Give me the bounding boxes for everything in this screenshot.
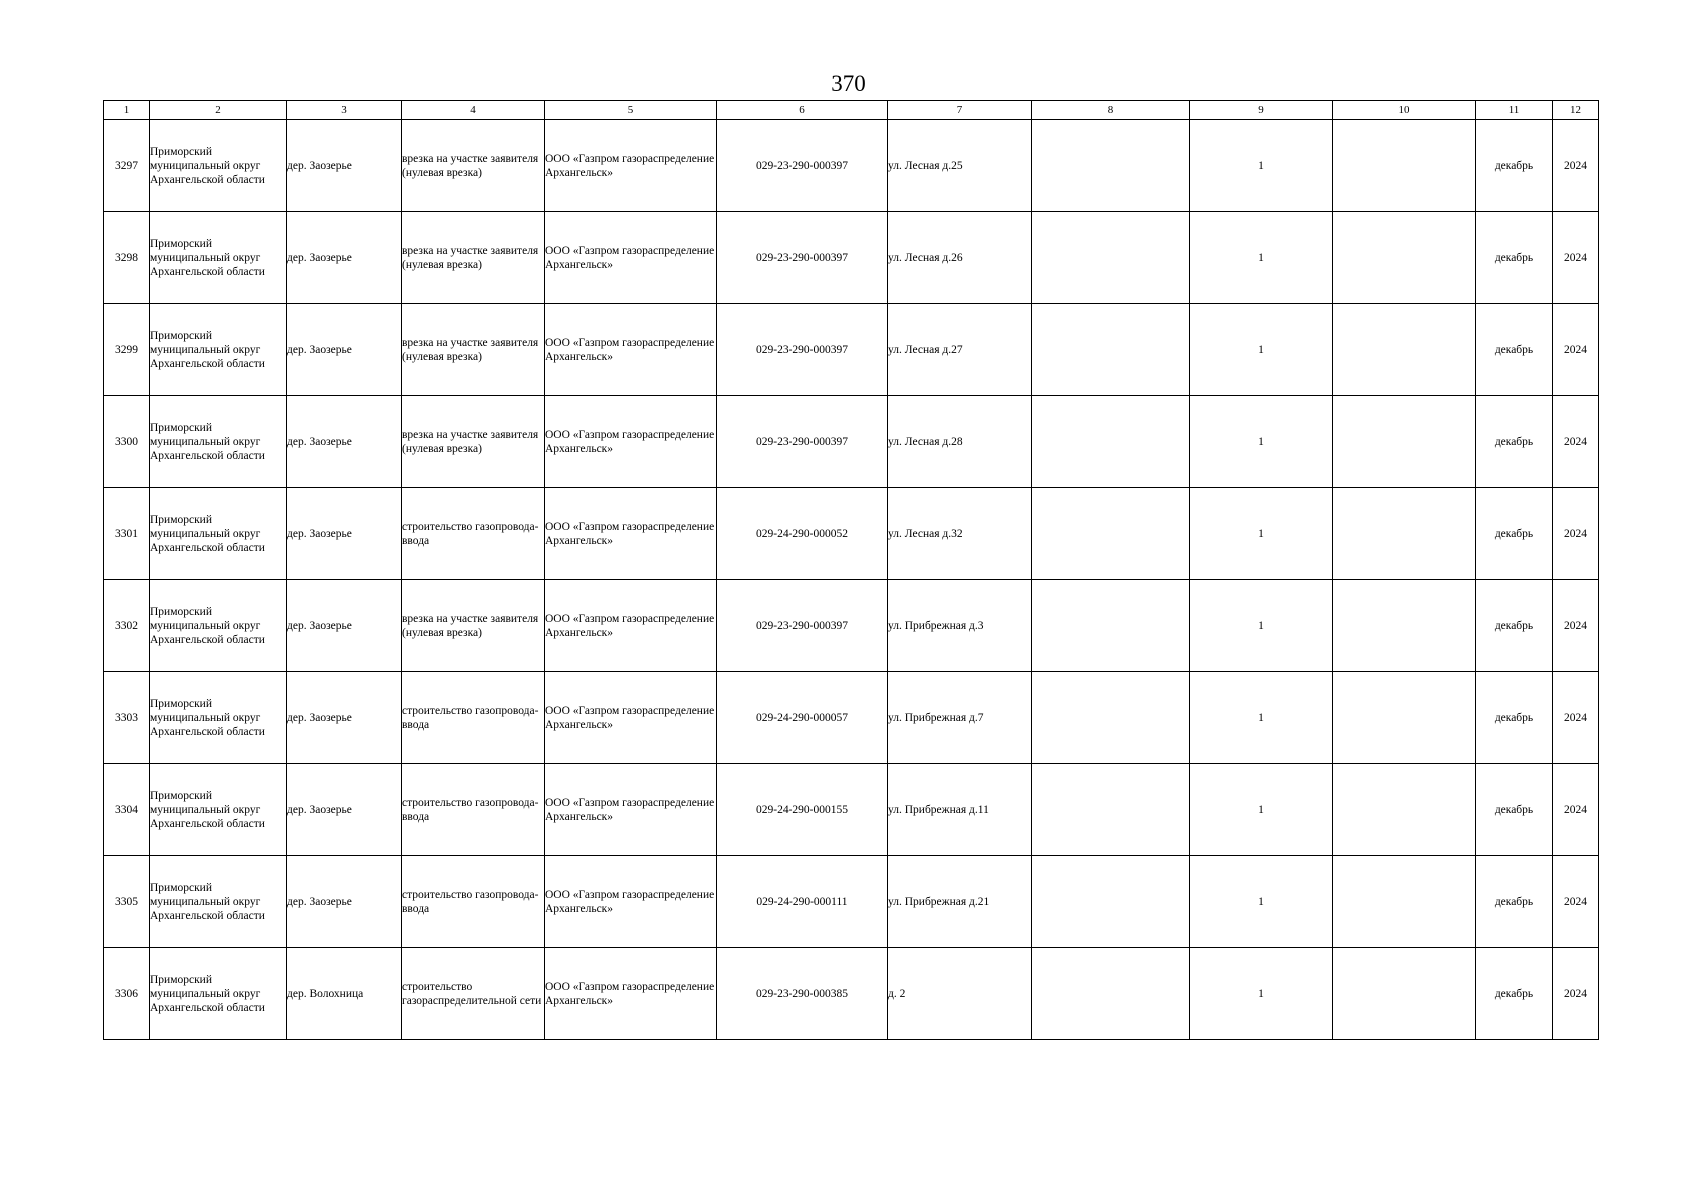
object-code-cell: 029-24-290-000155: [717, 764, 888, 856]
month-cell: декабрь: [1476, 120, 1553, 212]
month-cell: декабрь: [1476, 212, 1553, 304]
column-8-cell: [1032, 120, 1190, 212]
organization-cell: ООО «Газпром газораспределение Архангельск»: [545, 212, 717, 304]
count-cell: 1: [1190, 856, 1333, 948]
table-row: [104, 120, 1599, 212]
page-number: 370: [831, 71, 866, 96]
row-number-cell: 3299: [104, 304, 150, 396]
settlement-cell: дер. Заозерье: [287, 212, 402, 304]
organization-cell: ООО «Газпром газораспределение Архангельск»: [545, 396, 717, 488]
row-number-cell: 3302: [104, 580, 150, 672]
count-cell: 1: [1190, 580, 1333, 672]
column-8-cell: [1032, 396, 1190, 488]
table-row: [104, 212, 1599, 304]
table-row: [104, 948, 1599, 1040]
district-cell: Приморский муниципальный округ Архангельской области: [150, 304, 287, 396]
column-10-cell: [1333, 304, 1476, 396]
row-number-cell: 3303: [104, 672, 150, 764]
address-cell: д. 2: [888, 948, 1032, 1040]
column-10-cell: [1333, 948, 1476, 1040]
organization-cell: ООО «Газпром газораспределение Архангельск»: [545, 488, 717, 580]
work-type-cell: строительство газопровода-ввода: [402, 488, 545, 580]
column-header: 7: [888, 101, 1032, 120]
settlement-cell: дер. Заозерье: [287, 672, 402, 764]
row-number-cell: 3300: [104, 396, 150, 488]
column-10-cell: [1333, 396, 1476, 488]
address-cell: ул. Лесная д.32: [888, 488, 1032, 580]
row-number-cell: 3305: [104, 856, 150, 948]
district-cell: Приморский муниципальный округ Архангельской области: [150, 580, 287, 672]
year-cell: 2024: [1553, 764, 1599, 856]
work-type-cell: врезка на участке заявителя (нулевая врезка): [402, 304, 545, 396]
year-cell: 2024: [1553, 212, 1599, 304]
row-number-cell: 3297: [104, 120, 150, 212]
column-header: 10: [1333, 101, 1476, 120]
column-header: 6: [717, 101, 888, 120]
count-cell: 1: [1190, 120, 1333, 212]
table-row: [104, 764, 1599, 856]
count-cell: 1: [1190, 948, 1333, 1040]
year-cell: 2024: [1553, 396, 1599, 488]
table-body: [104, 120, 1599, 1040]
work-type-cell: врезка на участке заявителя (нулевая врезка): [402, 396, 545, 488]
month-cell: декабрь: [1476, 488, 1553, 580]
organization-cell: ООО «Газпром газораспределение Архангельск»: [545, 672, 717, 764]
column-10-cell: [1333, 580, 1476, 672]
column-10-cell: [1333, 212, 1476, 304]
column-header: 8: [1032, 101, 1190, 120]
count-cell: 1: [1190, 764, 1333, 856]
column-8-cell: [1032, 672, 1190, 764]
column-header: 11: [1476, 101, 1553, 120]
settlement-cell: дер. Волохница: [287, 948, 402, 1040]
row-number-cell: 3298: [104, 212, 150, 304]
register-table: [103, 100, 1599, 1040]
count-cell: 1: [1190, 488, 1333, 580]
settlement-cell: дер. Заозерье: [287, 488, 402, 580]
month-cell: декабрь: [1476, 672, 1553, 764]
count-cell: 1: [1190, 212, 1333, 304]
object-code-cell: 029-24-290-000111: [717, 856, 888, 948]
row-number-cell: 3304: [104, 764, 150, 856]
column-header: 3: [287, 101, 402, 120]
address-cell: ул. Лесная д.28: [888, 396, 1032, 488]
row-number-cell: 3306: [104, 948, 150, 1040]
year-cell: 2024: [1553, 304, 1599, 396]
month-cell: декабрь: [1476, 764, 1553, 856]
month-cell: декабрь: [1476, 948, 1553, 1040]
year-cell: 2024: [1553, 948, 1599, 1040]
organization-cell: ООО «Газпром газораспределение Архангельск»: [545, 120, 717, 212]
table-row: [104, 672, 1599, 764]
district-cell: Приморский муниципальный округ Архангельской области: [150, 396, 287, 488]
header-row: [104, 101, 1599, 120]
column-8-cell: [1032, 948, 1190, 1040]
organization-cell: ООО «Газпром газораспределение Архангельск»: [545, 764, 717, 856]
column-header: 9: [1190, 101, 1333, 120]
table-row: [104, 304, 1599, 396]
district-cell: Приморский муниципальный округ Архангельской области: [150, 856, 287, 948]
work-type-cell: строительство газопровода-ввода: [402, 672, 545, 764]
object-code-cell: 029-23-290-000397: [717, 120, 888, 212]
table-row: [104, 856, 1599, 948]
row-number-cell: 3301: [104, 488, 150, 580]
object-code-cell: 029-23-290-000397: [717, 304, 888, 396]
object-code-cell: 029-23-290-000397: [717, 580, 888, 672]
column-header: 2: [150, 101, 287, 120]
organization-cell: ООО «Газпром газораспределение Архангельск»: [545, 948, 717, 1040]
object-code-cell: 029-23-290-000397: [717, 396, 888, 488]
address-cell: ул. Прибрежная д.21: [888, 856, 1032, 948]
work-type-cell: врезка на участке заявителя (нулевая врезка): [402, 212, 545, 304]
address-cell: ул. Прибрежная д.7: [888, 672, 1032, 764]
count-cell: 1: [1190, 672, 1333, 764]
column-10-cell: [1333, 856, 1476, 948]
organization-cell: ООО «Газпром газораспределение Архангельск»: [545, 304, 717, 396]
work-type-cell: врезка на участке заявителя (нулевая врезка): [402, 120, 545, 212]
district-cell: Приморский муниципальный округ Архангельской области: [150, 764, 287, 856]
column-10-cell: [1333, 672, 1476, 764]
work-type-cell: строительство газораспределительной сети: [402, 948, 545, 1040]
column-header: 5: [545, 101, 717, 120]
column-8-cell: [1032, 856, 1190, 948]
year-cell: 2024: [1553, 120, 1599, 212]
column-10-cell: [1333, 120, 1476, 212]
settlement-cell: дер. Заозерье: [287, 764, 402, 856]
count-cell: 1: [1190, 396, 1333, 488]
table-header: [104, 101, 1599, 120]
column-header: 1: [104, 101, 150, 120]
district-cell: Приморский муниципальный округ Архангельской области: [150, 672, 287, 764]
column-10-cell: [1333, 764, 1476, 856]
settlement-cell: дер. Заозерье: [287, 856, 402, 948]
month-cell: декабрь: [1476, 856, 1553, 948]
column-8-cell: [1032, 488, 1190, 580]
object-code-cell: 029-24-290-000057: [717, 672, 888, 764]
table-row: [104, 396, 1599, 488]
year-cell: 2024: [1553, 488, 1599, 580]
table-row: [104, 580, 1599, 672]
month-cell: декабрь: [1476, 580, 1553, 672]
address-cell: ул. Лесная д.25: [888, 120, 1032, 212]
district-cell: Приморский муниципальный округ Архангельской области: [150, 212, 287, 304]
work-type-cell: врезка на участке заявителя (нулевая врезка): [402, 580, 545, 672]
year-cell: 2024: [1553, 580, 1599, 672]
settlement-cell: дер. Заозерье: [287, 120, 402, 212]
column-8-cell: [1032, 304, 1190, 396]
address-cell: ул. Прибрежная д.3: [888, 580, 1032, 672]
object-code-cell: 029-23-290-000385: [717, 948, 888, 1040]
organization-cell: ООО «Газпром газораспределение Архангельск»: [545, 580, 717, 672]
object-code-cell: 029-23-290-000397: [717, 212, 888, 304]
column-8-cell: [1032, 212, 1190, 304]
district-cell: Приморский муниципальный округ Архангельской области: [150, 948, 287, 1040]
address-cell: ул. Лесная д.27: [888, 304, 1032, 396]
month-cell: декабрь: [1476, 396, 1553, 488]
year-cell: 2024: [1553, 672, 1599, 764]
count-cell: 1: [1190, 304, 1333, 396]
column-8-cell: [1032, 764, 1190, 856]
organization-cell: ООО «Газпром газораспределение Архангельск»: [545, 856, 717, 948]
column-8-cell: [1032, 580, 1190, 672]
district-cell: Приморский муниципальный округ Архангельской области: [150, 120, 287, 212]
settlement-cell: дер. Заозерье: [287, 304, 402, 396]
column-header: 4: [402, 101, 545, 120]
settlement-cell: дер. Заозерье: [287, 580, 402, 672]
settlement-cell: дер. Заозерье: [287, 396, 402, 488]
address-cell: ул. Лесная д.26: [888, 212, 1032, 304]
district-cell: Приморский муниципальный округ Архангельской области: [150, 488, 287, 580]
work-type-cell: строительство газопровода-ввода: [402, 764, 545, 856]
address-cell: ул. Прибрежная д.11: [888, 764, 1032, 856]
month-cell: декабрь: [1476, 304, 1553, 396]
column-10-cell: [1333, 488, 1476, 580]
year-cell: 2024: [1553, 856, 1599, 948]
column-header: 12: [1553, 101, 1599, 120]
object-code-cell: 029-24-290-000052: [717, 488, 888, 580]
work-type-cell: строительство газопровода-ввода: [402, 856, 545, 948]
table-row: [104, 488, 1599, 580]
